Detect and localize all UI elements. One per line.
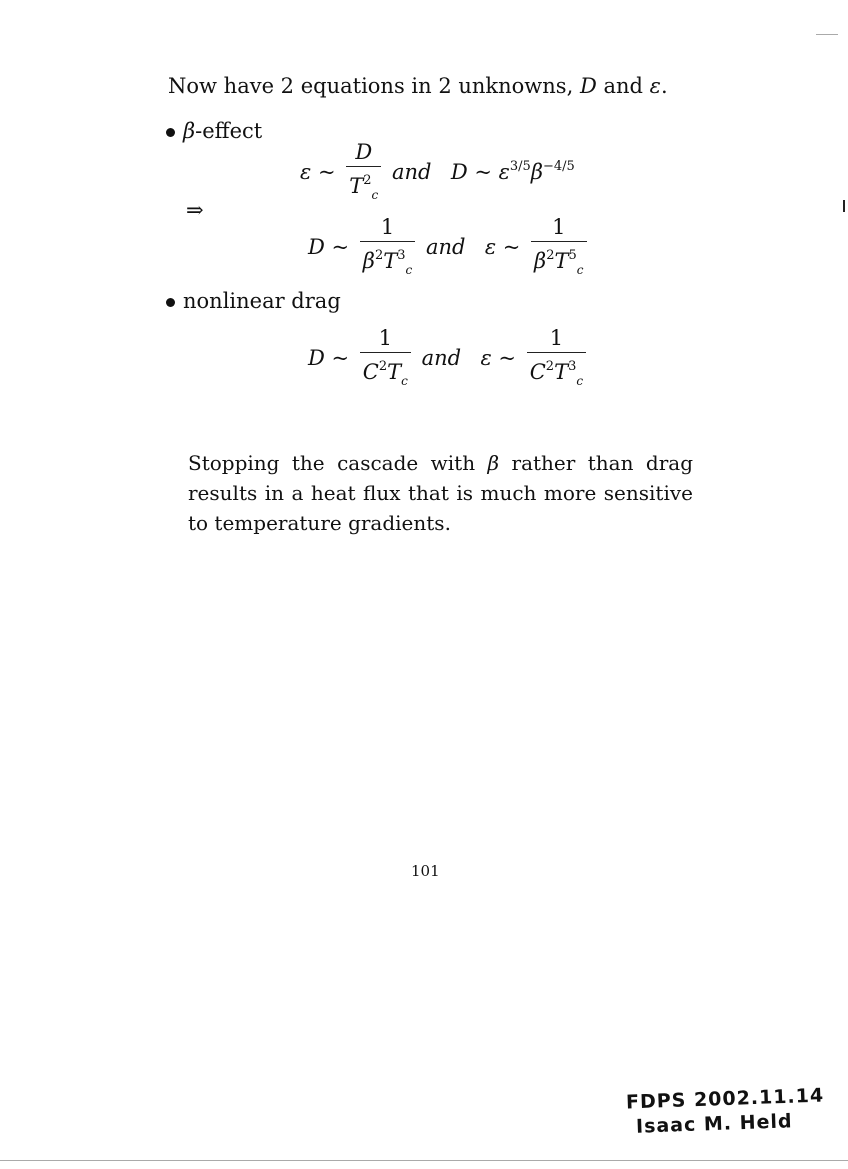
nonlinear-drag-label: nonlinear drag xyxy=(183,289,341,313)
scan-mark xyxy=(843,200,845,212)
equation-drag: D ~ $\frac{1}{C^2T_c}$ and ε ~ $\frac{1}{C^2T^3_c}$ xyxy=(308,326,590,393)
beta-symbol: β xyxy=(487,451,500,475)
fraction-1-over-C2-T3: $\frac{1}{C^2T^3_c}$ xyxy=(527,326,586,393)
bullet-beta-effect xyxy=(166,119,262,143)
signature-date: FDPS 2002.11.14 xyxy=(625,1084,825,1114)
symbol-D: D xyxy=(579,74,597,98)
scan-edge-line xyxy=(0,1160,848,1161)
fraction-1-over-beta2-T3: $\frac{1}{\beta^2T^3_c}$ xyxy=(360,215,415,282)
equation-beta-1: ε ~ $\frac{D}{T^2_c}$ and D ~ $\varepsilon^{3/5}\beta^{-4/5}$ xyxy=(300,140,575,207)
bullet-icon xyxy=(166,128,175,137)
fraction-1-over-beta2-T5: $\frac{1}{\beta^2T^5_c}$ xyxy=(531,215,586,282)
beta-effect-label: -effect xyxy=(195,119,263,143)
intro-line: Now have 2 equations in 2 unknowns, D and ε. xyxy=(168,74,668,98)
bullet-icon xyxy=(166,298,175,307)
fraction-D-over-T2: $\frac{D}{T^2_c}$ xyxy=(346,140,381,207)
equation-beta-2: D ~ $\frac{1}{\beta^2T^3_c}$ and ε ~ $\frac{1}{\beta^2T^5_c}$ xyxy=(308,215,591,282)
implies-arrow-icon: ⇒ xyxy=(186,198,204,222)
signature-name: Isaac M. Held xyxy=(635,1110,793,1138)
beta-symbol: β xyxy=(183,119,196,143)
intro-and: and xyxy=(603,74,643,98)
symbol-epsilon: ε xyxy=(649,74,661,98)
intro-text: Now have 2 equations in 2 unknowns, xyxy=(168,74,574,98)
conclusion-paragraph: Stopping the cascade with β rather than drag results in a heat flux that is much more sensitive to temperature gradients. xyxy=(188,451,694,535)
page-number: 101 xyxy=(411,862,440,880)
scan-mark xyxy=(816,34,838,35)
fraction-1-over-C2-T: $\frac{1}{C^2T_c}$ xyxy=(360,326,411,393)
bullet-nonlinear-drag xyxy=(166,289,341,313)
